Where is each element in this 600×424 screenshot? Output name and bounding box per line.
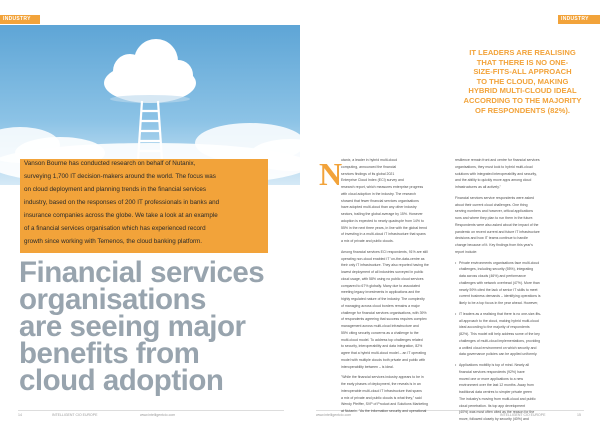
body-text-line: operating non-cloud enabled IT 'on-the-data-centre as xyxy=(341,256,425,261)
website-url[interactable]: www.intelligentcio.com xyxy=(140,413,176,417)
body-text-line: resilience remain front and centre for financial services xyxy=(455,158,540,162)
intro-line: insurance companies across the globe. We take a look at an example xyxy=(24,212,218,219)
body-text-line: infrastructures as all actively." xyxy=(455,185,501,189)
bullet-item-line: challenges with network overhead (47%). More than xyxy=(459,280,540,285)
drop-cap: N xyxy=(319,156,343,192)
body-text-line: computing, announced the financial xyxy=(341,164,397,169)
body-text-line: a mix of private and public clouds is what they," said xyxy=(341,395,422,400)
bullet-marker: • xyxy=(455,363,457,367)
pull-quote xyxy=(455,48,590,115)
pull-quote-line: HYBRID MULTI-CLOUD IDEAL xyxy=(468,86,577,96)
body-text-line: multi-cloud model. To address top challenges related xyxy=(341,337,423,342)
bullet-item-line: current business demands – identifying operations is xyxy=(459,294,541,299)
body-text-line: compared to 67% globally. Many due to associated xyxy=(341,283,420,288)
body-text-line: change because of it. Key findings from this year's xyxy=(455,243,533,247)
pull-quote-line: SIZE-FITS-ALL APPROACH xyxy=(473,67,572,77)
body-text-line: solutions with integrated interoperability and security, xyxy=(455,171,537,176)
body-text-line: highly regulated nature of the industry. The complexity xyxy=(341,297,425,301)
bullet-item-line: (82%). This model will help address some of the key xyxy=(459,332,540,336)
body-text-line: of managing across cloud borders remains a major xyxy=(341,303,420,308)
intro-line: of a financial services organisation which has experienced record xyxy=(24,225,206,232)
body-text-line: of investing in a multi-cloud IT infrastructure that spans xyxy=(341,232,426,237)
body-text-line: runs and where they plan to run them in the future. xyxy=(455,216,534,220)
body-text-line: interoperability between – is ideal. xyxy=(341,364,394,369)
magazine-name: INTELLIGENT CIO EUROPE xyxy=(500,413,546,417)
bullet-item-line: ideal according to the majority of respondents xyxy=(459,325,530,330)
body-text-line: meeting legacy investments in applications and the xyxy=(341,290,420,295)
body-text-line: Financial services service respondents were asked xyxy=(455,195,534,200)
bullet-item-line: move, followed closely by security (40%) and xyxy=(459,417,529,421)
body-text-line: organisations, they must look to hybrid multi-cloud xyxy=(455,164,533,169)
body-text-line: and the ability to quickly move apps among cloud xyxy=(455,178,532,183)
bullet-marker: • xyxy=(455,260,457,265)
bullet-item-line: all approach to the cloud, making hybrid multi-cloud xyxy=(459,318,539,323)
pull-quote-line: IT LEADERS ARE REALISING xyxy=(469,48,576,57)
body-text-line: serving numbers and however, critical applications xyxy=(455,209,534,214)
body-text-line: to security, interoperability and data integration, 82% xyxy=(341,344,423,349)
body-text-line: decisions and how IT teams continue to handle xyxy=(455,236,528,241)
section-tab-left: INDUSTRY xyxy=(0,15,40,24)
body-text-line: a mix of private and public clouds. xyxy=(341,239,394,243)
body-text-line: "While the financial services industry appears to be in xyxy=(341,375,424,380)
bullet-item-line: cloud penetration. Its top app development xyxy=(459,403,526,408)
headline-line: Financial services xyxy=(19,256,265,289)
body-text-line: adoption is expected to nearly quadruple from 14% to xyxy=(341,218,424,223)
intro-line: on cloud deployment and planning trends in the financial services xyxy=(24,186,207,193)
bullet-item-line: data governance policies can be applied uniformly. xyxy=(459,352,538,357)
body-text-line: sectors, trailing the global average by 15%. However xyxy=(341,212,423,216)
body-column-2 xyxy=(455,157,541,423)
bullet-item-line: • Private environments organisations face multi-cloud xyxy=(455,260,540,265)
bullet-item-line: The industry's moving from multi-cloud and public xyxy=(459,396,536,401)
website-url[interactable]: www.intelligentcio.com xyxy=(316,413,352,417)
bullet-item-line: a unified cloud environment on which security and xyxy=(459,345,537,350)
body-text-line: lowest deployment of all industries surveyed in public xyxy=(341,270,424,274)
body-column-1 xyxy=(341,157,429,415)
pull-quote-line: OF RESPONDENTS (82%). xyxy=(475,105,570,115)
bullet-item-line: financial services respondents (92%) have xyxy=(459,369,525,374)
intro-line: industry, based on the responses of 200 IT professionals in banks and xyxy=(24,199,220,206)
bullet-item-line: (40%) was most often cited as the reason for the xyxy=(459,410,535,415)
body-text-line: with cloud adoption in the industry. The research xyxy=(341,191,416,196)
body-text-line: Enterprise Cloud Index (ECI) survey and xyxy=(341,178,404,183)
bullet-item-line: nearly 59% cited the lack of senior IT skills to meet xyxy=(459,287,538,292)
bullet-item-line: data across clouds (46%) and performance xyxy=(459,274,526,278)
body-text-line: services findings of its global 2021 xyxy=(341,171,395,176)
body-text-line: agree that a hybrid multi-cloud model – an IT operating xyxy=(341,351,426,355)
body-text-line: report include: xyxy=(455,249,478,254)
body-text-line: showed that fewer financial services organisations xyxy=(341,198,419,203)
body-text-line: research report, which measures enterprise progress xyxy=(341,185,424,189)
bullet-item-line: moved one or more applications to a new xyxy=(459,376,524,381)
headline-line: benefits from xyxy=(19,337,200,370)
page-title xyxy=(19,256,299,397)
headline-line: are seeing major xyxy=(19,310,246,343)
body-text-line: the early phases of deployment, the reveals is in an xyxy=(341,382,421,386)
pull-quote-line: THAT THERE IS NO ONE- xyxy=(476,57,569,67)
bullet-item-line: environment over the last 12 months. Away from xyxy=(459,383,534,388)
body-text-line: of respondents agreeing that success requires complex xyxy=(341,317,427,322)
bullet-item-line: likely to be a top focus in the year ahead. However, xyxy=(459,301,539,305)
bullet-item-line: • Applications mobility is top of mind. Nearly all xyxy=(455,363,530,367)
bullet-item-line: traditional data centres to simpler private green xyxy=(459,390,532,394)
body-text-line: their only IT infrastructure. They also reported having the xyxy=(341,263,429,268)
footer-divider xyxy=(18,410,284,411)
body-text-line: Wendy Pfeiffer, SVP of Product and Solutions Marketing xyxy=(341,402,428,407)
bullet-item-line: challenges, including security (55%), integrating xyxy=(459,267,534,272)
body-text-line: model with multiple clouds both private and public with xyxy=(341,357,426,362)
body-text-line: cloud usage, with 58% using no public cloud services xyxy=(341,276,424,281)
headline-line: cloud adoption xyxy=(19,364,224,397)
body-text-line: utanix, a leader in hybrid multi-cloud xyxy=(341,158,398,162)
body-text-line: have adopted multi-cloud than any other industry xyxy=(341,205,417,210)
body-text-line: 55% citing security concerns as a challenge to the xyxy=(341,330,419,335)
bullet-item-line: challenges of multi-cloud implementations, providing xyxy=(459,338,541,343)
pull-quote-line: ACCORDING TO THE MAJORITY xyxy=(463,95,582,105)
page-number: 14 xyxy=(18,413,22,417)
body-text-line: at Nutanix. "As the information security and operational xyxy=(341,409,427,413)
body-text-line: pandemic on recent current and future IT infrastructure xyxy=(455,229,540,234)
pull-quote-line: TO THE CLOUD, MAKING xyxy=(476,76,569,86)
page-number: 15 xyxy=(577,413,581,417)
intro-line: surveying 1,700 IT decision-makers around the world. The focus was xyxy=(24,173,216,180)
body-text-line: 55% in the next three years, in line with the global trend xyxy=(341,225,427,230)
body-text-line: Among financial services ECI respondents, 91% are still xyxy=(341,249,428,254)
body-text-line: Respondents were also asked about the impact of the xyxy=(455,222,539,227)
bullet-marker: • xyxy=(455,311,457,316)
body-text-line: challenge for financial services organisations, with 39% xyxy=(341,310,427,315)
bullet-item-line: • IT leaders as a realising that there is no one-size-fits- xyxy=(455,311,542,316)
intro-line: growth since working with Temenos, the cloud banking platform. xyxy=(24,238,203,245)
body-text-line: interoperable multi-cloud IT infrastructure that spans xyxy=(341,388,422,393)
body-text-line: management across multi-cloud infrastructure and xyxy=(341,324,419,328)
headline-line: organisations xyxy=(19,283,206,316)
magazine-name: INTELLIGENT CIO EUROPE xyxy=(52,413,98,417)
section-tab-right: INDUSTRY WATCH xyxy=(558,15,600,24)
intro-line: Vanson Bourne has conducted research on behalf of Nutanix, xyxy=(24,160,196,167)
body-text-line: about their current cloud challenges. One thing xyxy=(455,202,528,207)
